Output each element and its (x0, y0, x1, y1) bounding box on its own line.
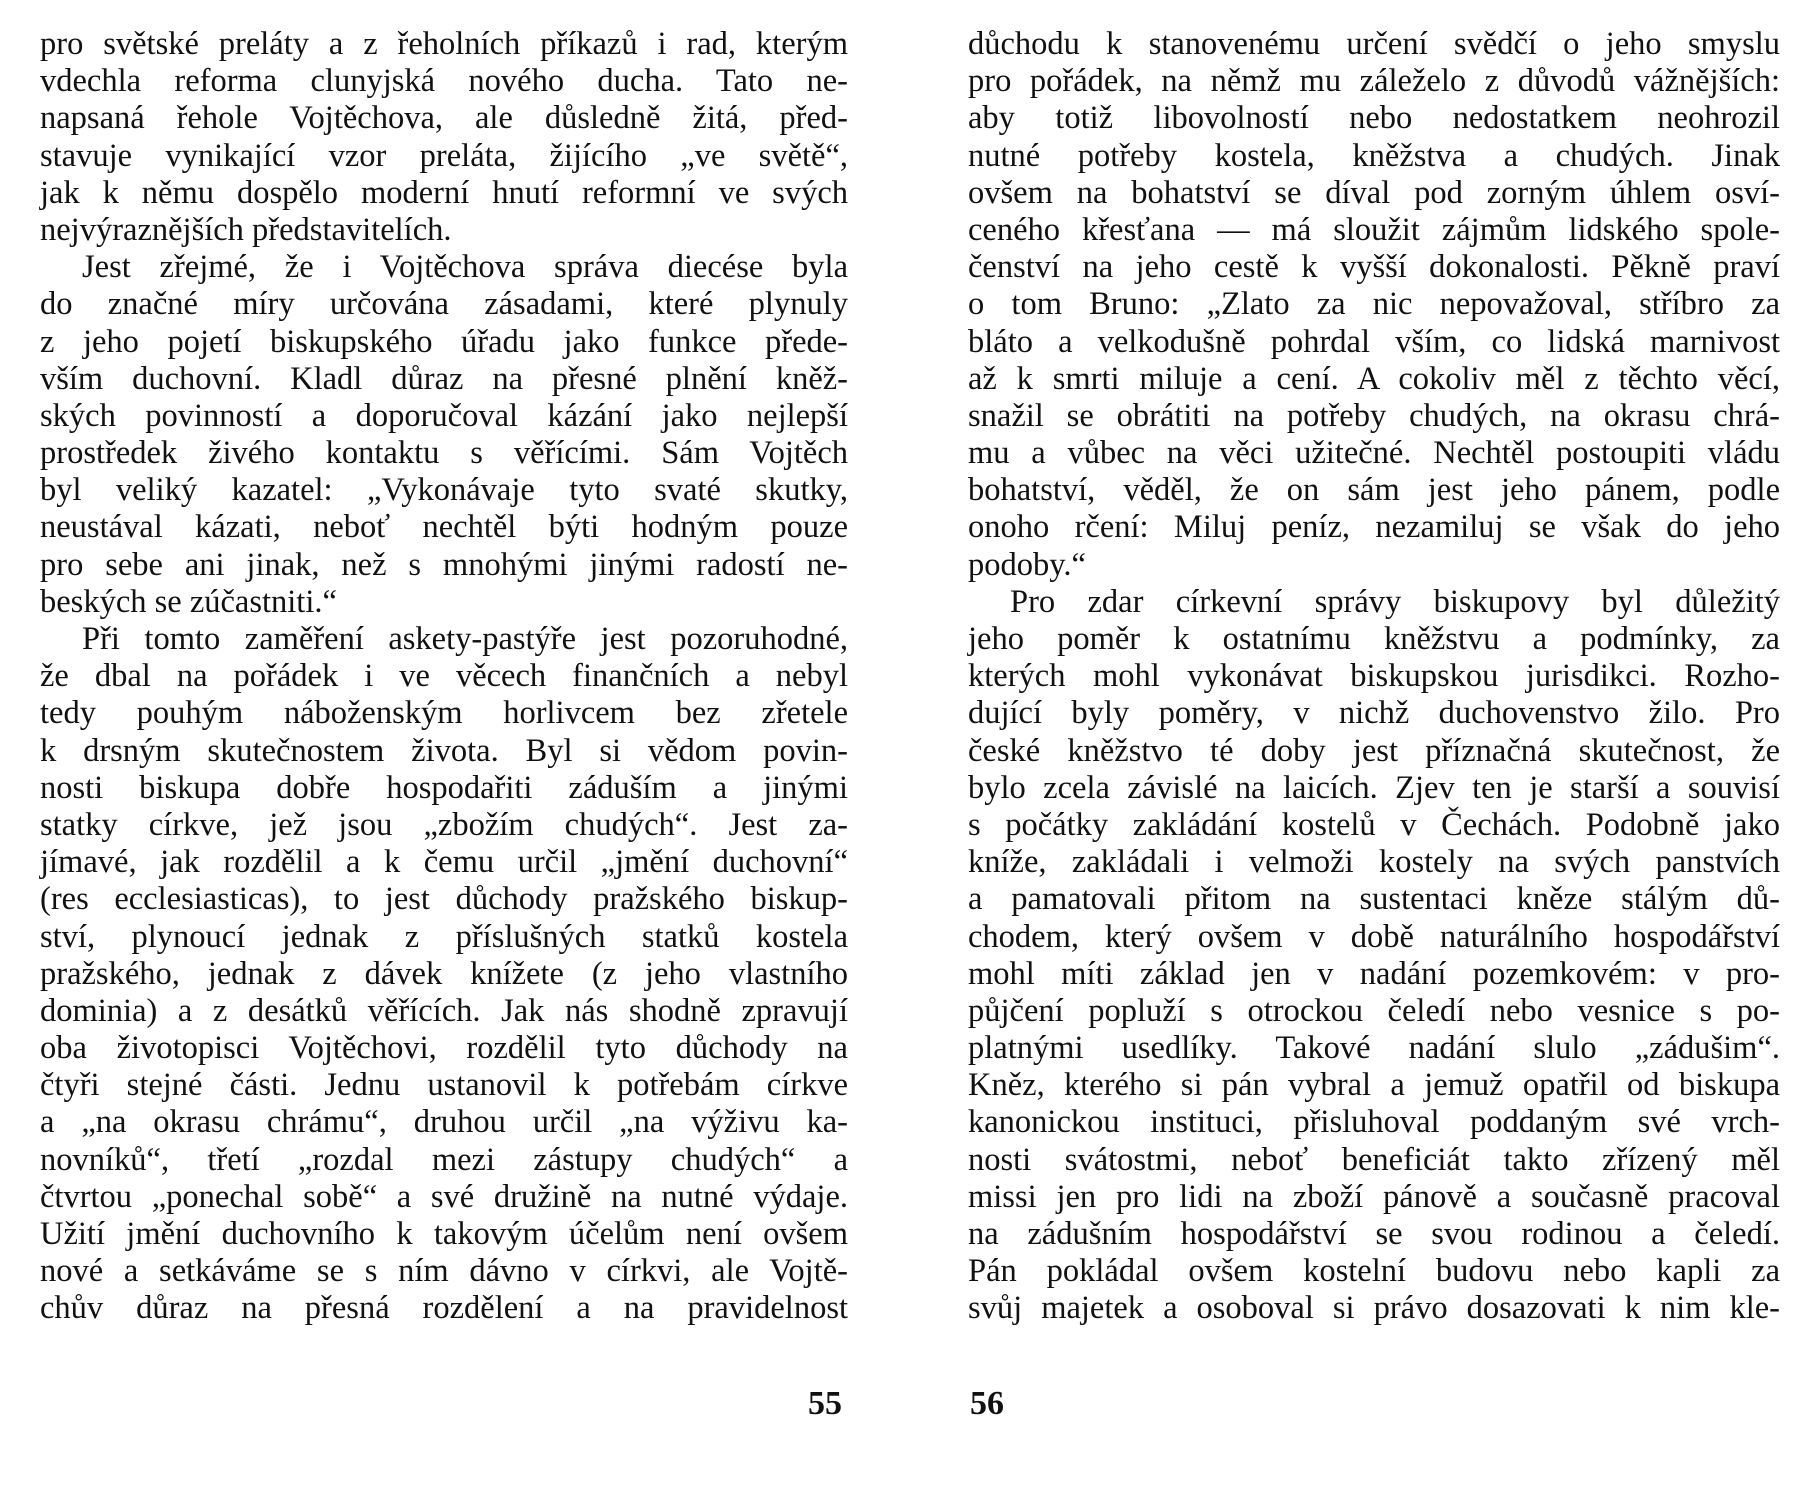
text-line: z jeho pojetí biskupského úřadu jako funkce přede- (40, 323, 848, 360)
text-line: mohl míti základ jen v nadání pozemkovém: v pro- (968, 955, 1780, 992)
text-line: mu a vůbec na věci užitečné. Nechtěl postoupiti vládu (968, 435, 1780, 472)
text-line: a „na okrasu chrámu“, druhou určil „na výživu ka- (40, 1104, 848, 1141)
text-line: platnými usedlíky. Takové nadání slulo „zádušim“. (968, 1030, 1780, 1067)
text-line: podoby.“ (968, 546, 1086, 583)
text-line: až k smrti miluje a cení. A cokoliv měl z těchto věcí, (968, 360, 1780, 397)
text-line: beských se zúčastniti.“ (40, 583, 337, 620)
text-line: bláto a velkodušně pohrdal vším, co lidská marnivost (968, 323, 1780, 360)
text-line: čtyři stejné části. Jednu ustanovil k potřebám církve (40, 1067, 848, 1104)
text-line: Jest zřejmé, že i Vojtěchova správa diecése byla (82, 249, 848, 286)
text-line: pro pořádek, na němž mu záleželo z důvodů vážnějších: (968, 63, 1780, 100)
text-line: ovšem na bohatství se díval pod zorným úhlem osví- (968, 174, 1780, 211)
text-line: Užití jmění duchovního k takovým účelům není ovšem (40, 1216, 848, 1252)
text-line: do značné míry určována zásadami, které plynuly (40, 286, 848, 323)
text-line: nosti svátostmi, neboť beneficiát takto zřízený měl (968, 1141, 1780, 1178)
text-line: bohatství, věděl, že on sám jest jeho pánem, podle (968, 472, 1780, 509)
text-line: že dbal na pořádek i ve věcech finančních a nebyl (40, 658, 848, 695)
page-number-right: 56 (970, 1385, 1004, 1422)
text-line: vším duchovní. Kladl důraz na přesné plnění kněž- (40, 360, 848, 397)
left-page-text (40, 26, 848, 1328)
text-line: nové a setkáváme se s ním dávno v církvi, ale Vojtě- (40, 1253, 848, 1290)
text-line: na zádušním hospodářství se svou rodinou a čeledí. (968, 1216, 1780, 1252)
text-line: nosti biskupa dobře hospodařiti záduším a jinými (40, 769, 848, 806)
text-line: ství, plynoucí jednak z příslušných statků kostela (40, 918, 848, 955)
text-line: bylo zcela závislé na laicích. Zjev ten je starší a souvisí (968, 769, 1780, 806)
text-line: kníže, zakládali i velmoži kostely na svých panstvích (968, 844, 1780, 881)
text-line: půjčení popluží s otrockou čeledí nebo vesnice s po- (968, 992, 1780, 1029)
text-line: kanonickou instituci, přisluhoval poddaným své vrch- (968, 1104, 1780, 1141)
text-line: statky církve, jež jsou „zbožím chudých“. Jest za- (40, 806, 848, 843)
text-line: nutné potřeby kostela, kněžstva a chudých. Jinak (968, 137, 1780, 174)
text-line: Při tomto zaměření askety-pastýře jest pozoruhodné, (82, 621, 848, 657)
text-line: jak k němu dospělo moderní hnutí reformní ve svých (40, 174, 848, 211)
text-line: pro sebe ani jinak, než s mnohými jinými radostí ne- (40, 546, 848, 583)
text-line: k drsným skutečnostem života. Byl si vědom povin- (40, 732, 848, 769)
text-line: jeho poměr k ostatnímu kněžstvu a podmínky, za (968, 621, 1780, 657)
text-line: čenství na jeho cestě k vyšší dokonalosti. Pěkně praví (968, 249, 1780, 286)
text-line: napsaná řehole Vojtěchova, ale důsledně žitá, před- (40, 100, 848, 137)
text-line: novníků“, třetí „rozdal mezi zástupy chudých“ a (40, 1141, 848, 1178)
text-line: missi jen pro lidi na zboží pánově a současně pracoval (968, 1178, 1780, 1215)
text-line: chodem, který ovšem v době naturálního hospodářství (968, 918, 1780, 955)
text-line: čtvrtou „ponechal sobě“ a své družině na nutné výdaje. (40, 1178, 848, 1215)
text-line: a pamatovali přitom na sustentaci kněze stálým dů- (968, 881, 1780, 918)
text-line: onoho rčení: Miluj peníz, nezamiluj se však do jeho (968, 509, 1780, 546)
text-line: (res ecclesiasticas), to jest důchody pražského biskup- (40, 881, 848, 918)
page-number-left: 55 (808, 1385, 842, 1422)
text-line: dominia) a z desátků věřících. Jak nás shodně zpravují (40, 992, 848, 1029)
text-line: ských povinností a doporučoval kázání jako nejlepší (40, 397, 848, 434)
text-line: svůj majetek a osoboval si právo dosazovati k nim kle- (968, 1290, 1780, 1327)
text-line: s počátky zakládání kostelů v Čechách. Podobně jako (968, 806, 1780, 843)
text-line: vdechla reforma clunyjská nového ducha. Tato ne- (40, 63, 848, 100)
text-line: ceného křesťana — má sloužit zájmům lidského spole- (968, 211, 1780, 248)
text-line: české kněžstvo té doby jest příznačná skutečnost, že (968, 732, 1780, 769)
text-line: jímavé, jak rozdělil a k čemu určil „jmění duchovní“ (40, 844, 848, 881)
text-line: stavuje vynikající vzor preláta, žijícího „ve světě“, (40, 137, 848, 174)
text-line: neustával kázati, neboť nechtěl býti hodným pouze (40, 509, 848, 546)
text-line: prostředek živého kontaktu s věřícími. Sám Vojtěch (40, 435, 848, 472)
text-line: nejvýraznějších představitelích. (40, 211, 452, 248)
text-line: pro světské preláty a z řeholních příkazů i rad, kterým (40, 26, 848, 62)
text-line: tedy pouhým náboženským horlivcem bez zřetele (40, 695, 848, 732)
text-line: důchodu k stanovenému určení svědčí o jeho smyslu (968, 26, 1780, 62)
text-line: Pán pokládal ovšem kostelní budovu nebo kapli za (968, 1253, 1780, 1290)
text-line: Pro zdar církevní správy biskupovy byl důležitý (1010, 583, 1780, 620)
text-line: oba životopisci Vojtěchovi, rozdělil tyto důchody na (40, 1030, 848, 1067)
text-line: chův důraz na přesná rozdělení a na pravidelnost (40, 1290, 848, 1327)
text-line: dující byly poměry, v nichž duchovenstvo žilo. Pro (968, 695, 1780, 732)
text-line: kterých mohl vykonávat biskupskou jurisdikci. Rozho- (968, 658, 1780, 695)
text-line: o tom Bruno: „Zlato za nic nepovažoval, stříbro za (968, 286, 1780, 323)
text-line: pražského, jednak z dávek knížete (z jeho vlastního (40, 955, 848, 992)
text-line: aby totiž libovolností nebo nedostatkem neohrozil (968, 100, 1780, 137)
text-line: Kněz, kterého si pán vybral a jemuž opatřil od biskupa (968, 1067, 1780, 1104)
text-line: snažil se obrátiti na potřeby chudých, na okrasu chrá- (968, 397, 1780, 434)
text-line: byl veliký kazatel: „Vykonávaje tyto svaté skutky, (40, 472, 848, 509)
right-page-text (968, 26, 1780, 1328)
